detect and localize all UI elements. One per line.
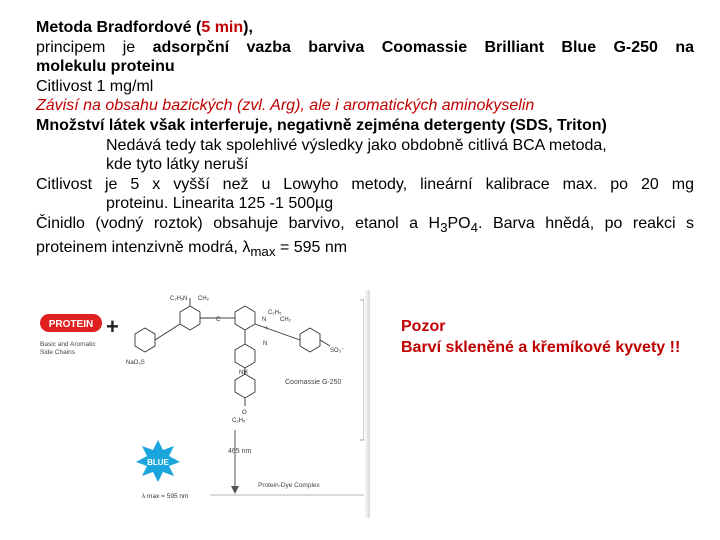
complex-label: Protein-Dye Complex <box>258 482 320 489</box>
line-sensitivity-compare: Citlivost je 5 x vyšší než u Lowyho metody, lineární kalibrace max. po 20 mg <box>36 175 694 193</box>
protein-label: PROTEIN <box>48 319 94 330</box>
side-chains-line-2: Side Chains <box>40 349 76 356</box>
chem-n-b: N <box>262 317 267 323</box>
blue-label: BLUE <box>147 458 169 467</box>
warning-text: Barví skleněné a křemíkové kyvety !! <box>401 339 681 356</box>
wavelength-465: 465 nm <box>228 448 252 455</box>
lambda-max-figure: λ max = 595 nm <box>142 493 189 500</box>
line-interference: Množství látek však interferuje, negativně zejména detergenty (SDS, Triton) <box>36 116 607 134</box>
reaction-diagram <box>30 290 370 518</box>
chem-c2h5-c: C₂H₅ <box>232 418 246 424</box>
chem-so3-a: NaO₃S <box>126 360 145 366</box>
warning-box <box>401 316 680 358</box>
line-sensitivity: Citlivost 1 mg/ml <box>36 77 154 95</box>
reaction-figure <box>30 290 370 518</box>
chem-nh: NH <box>239 370 248 376</box>
chem-ch2-b: CH₂ <box>280 317 291 323</box>
line-no-interference: kde tyto látky neruší <box>106 156 249 174</box>
side-chains-line-1: Basic and Aromatic <box>40 341 96 348</box>
chem-c2h5-b: C₂H₅ <box>268 310 282 316</box>
plus-sign: + <box>106 314 119 339</box>
arrow-head-icon <box>231 486 239 494</box>
line-color-change: proteinem intenzivně modrá, $\lambda_{max} = 595$ nm <box>36 238 348 259</box>
chem-plus: + <box>264 325 269 332</box>
dye-name: Coomassie G-250 <box>285 379 342 386</box>
line-method-title: Metoda Bradfordové (5 min), <box>36 19 253 36</box>
chem-so3-b: SO₃⁻ <box>330 348 345 354</box>
line-principle: principem je adsorpční vazba barviva Coomassie Brilliant Blue G-250 na <box>36 38 695 56</box>
figure-edge-shadow <box>364 290 370 518</box>
chem-c2h5-a: C₂H₅ <box>170 296 184 302</box>
chem-o: O <box>242 410 247 416</box>
chem-n-a: N <box>183 296 188 302</box>
chem-n-c: N <box>263 341 268 347</box>
dye-structure-icon <box>135 298 330 406</box>
line-reagent: Činidlo (vodný roztok) obsahuje barvivo, etanol a $H_3PO_4$. Barva hnědá, po reakci s <box>36 214 695 236</box>
chem-c-center: C <box>216 317 221 323</box>
line-linearity: proteinu. Linearita 125 -1 500µg <box>106 195 334 213</box>
line-reliability: Nedává tedy tak spolehlivé výsledky jako obdobně citlivá BCA metoda, <box>106 136 607 154</box>
line-dependency: Závisí na obsahu bazických (zvl. Arg), ale i aromatických aminokyselin <box>36 97 535 115</box>
line-molecule: molekulu proteinu <box>36 58 175 76</box>
main-text <box>36 18 694 262</box>
chem-ch2-a: CH₂ <box>198 296 209 302</box>
warning-title: Pozor <box>401 318 446 335</box>
